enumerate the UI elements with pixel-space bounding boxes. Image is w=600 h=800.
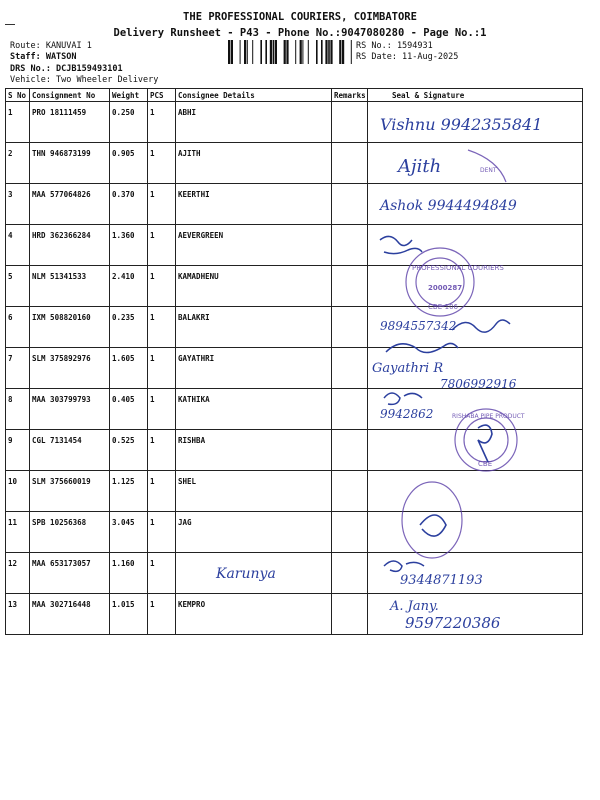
cell-pcs: 1 xyxy=(148,348,176,389)
cell-consignee: AEVERGREEN xyxy=(176,225,332,266)
cell-remarks xyxy=(332,102,368,143)
cell-consignee: RISHBA xyxy=(176,430,332,471)
cell-consignee xyxy=(176,553,332,594)
rs-date: RS Date: 11-Aug-2025 xyxy=(356,52,459,62)
cell-signature xyxy=(368,512,583,553)
barcode-bar xyxy=(228,40,230,64)
signature-row-8: 9942862 xyxy=(380,407,434,421)
signature-row-2: Ajith xyxy=(398,156,442,177)
cell-consignment: SLM 375892976 xyxy=(30,348,110,389)
cell-consignment: THN 946873199 xyxy=(30,143,110,184)
table-row xyxy=(6,225,583,266)
col-sno: S No xyxy=(6,89,30,102)
cell-sno: 6 xyxy=(6,307,30,348)
cell-consignee: AJITH xyxy=(176,143,332,184)
cell-consignee: KATHIKA xyxy=(176,389,332,430)
cell-consignee: KEERTHI xyxy=(176,184,332,225)
barcode-bar xyxy=(284,40,286,64)
cell-signature xyxy=(368,102,583,143)
cell-consignment: MAA 302716448 xyxy=(30,594,110,635)
cell-pcs: 1 xyxy=(148,184,176,225)
cell-consignment: MAA 577064826 xyxy=(30,184,110,225)
cell-pcs: 1 xyxy=(148,389,176,430)
cell-remarks xyxy=(332,512,368,553)
cell-pcs: 1 xyxy=(148,553,176,594)
runsheet-table xyxy=(5,88,583,635)
cell-remarks xyxy=(332,184,368,225)
cell-signature xyxy=(368,143,583,184)
table-row xyxy=(6,553,583,594)
cell-remarks xyxy=(332,225,368,266)
barcode-bar xyxy=(231,40,233,64)
cell-weight: 0.250 xyxy=(110,102,148,143)
signature-row-13b: 9597220386 xyxy=(405,614,501,632)
table-row xyxy=(6,102,583,143)
table-row xyxy=(6,307,583,348)
table-row xyxy=(6,430,583,471)
cell-consignment: MAA 303799793 xyxy=(30,389,110,430)
barcode-bar xyxy=(240,40,241,64)
route-label: Route: KANUVAI 1 xyxy=(10,41,92,51)
cell-consignment: SLM 375660019 xyxy=(30,471,110,512)
col-weight: Weight xyxy=(110,89,148,102)
barcode-bar xyxy=(328,40,330,64)
cell-remarks xyxy=(332,430,368,471)
cell-signature xyxy=(368,389,583,430)
cell-consignee: JAG xyxy=(176,512,332,553)
cell-sno: 7 xyxy=(6,348,30,389)
col-remarks: Remarks xyxy=(332,89,368,102)
cell-signature xyxy=(368,594,583,635)
cell-remarks xyxy=(332,594,368,635)
col-consignee: Consignee Details xyxy=(176,89,332,102)
cell-sno: 4 xyxy=(6,225,30,266)
cell-signature xyxy=(368,348,583,389)
runsheet-title: Delivery Runsheet - P43 - Phone No.:9047080280 - Page No.:1 xyxy=(113,27,487,39)
cell-sno: 3 xyxy=(6,184,30,225)
barcode-bar xyxy=(339,40,341,64)
cell-consignment: MAA 653173057 xyxy=(30,553,110,594)
stamp-r5-line1: PROFESSIONAL COURIERS xyxy=(412,264,504,272)
cell-sno: 9 xyxy=(6,430,30,471)
barcode-bar xyxy=(321,40,323,64)
barcode-bar xyxy=(252,40,253,64)
table-row xyxy=(6,594,583,635)
cell-pcs: 1 xyxy=(148,594,176,635)
cell-signature xyxy=(368,266,583,307)
cell-pcs: 1 xyxy=(148,430,176,471)
cell-weight: 0.405 xyxy=(110,389,148,430)
cell-consignment: CGL 7131454 xyxy=(30,430,110,471)
rs-number: RS No.: 1594931 xyxy=(356,41,433,51)
barcode-bar xyxy=(270,40,272,64)
signature-row-12b: 9344871193 xyxy=(400,573,483,588)
cell-consignment: SPB 10256368 xyxy=(30,512,110,553)
signature-row-1: Vishnu 9942355841 xyxy=(380,115,543,134)
cell-signature xyxy=(368,553,583,594)
stamp-r5-line2: CBE-106 xyxy=(428,303,458,311)
barcode-bar xyxy=(325,40,327,64)
cell-consignee: ABHI xyxy=(176,102,332,143)
cell-signature xyxy=(368,184,583,225)
cell-remarks xyxy=(332,266,368,307)
cell-signature xyxy=(368,225,583,266)
cell-pcs: 1 xyxy=(148,102,176,143)
company-name: THE PROFESSIONAL COURIERS, COIMBATORE xyxy=(183,11,417,23)
cell-consignee: KEMPRO xyxy=(176,594,332,635)
cell-weight: 1.360 xyxy=(110,225,148,266)
barcode-bar xyxy=(286,40,288,64)
header-dash xyxy=(5,24,15,25)
barcode-bar xyxy=(302,40,303,64)
table-row xyxy=(6,184,583,225)
cell-pcs: 1 xyxy=(148,512,176,553)
cell-consignee: KAMADHENU xyxy=(176,266,332,307)
cell-sno: 5 xyxy=(6,266,30,307)
cell-weight: 1.160 xyxy=(110,553,148,594)
cell-weight: 0.370 xyxy=(110,184,148,225)
cell-signature xyxy=(368,307,583,348)
barcode-bar xyxy=(273,40,275,64)
cell-weight: 1.125 xyxy=(110,471,148,512)
cell-sno: 1 xyxy=(6,102,30,143)
cell-pcs: 1 xyxy=(148,471,176,512)
barcode-bar xyxy=(330,40,332,64)
cell-weight: 3.045 xyxy=(110,512,148,553)
cell-consignment: PRO 18111459 xyxy=(30,102,110,143)
cell-sno: 2 xyxy=(6,143,30,184)
cell-sno: 13 xyxy=(6,594,30,635)
cell-consignee: SHEL xyxy=(176,471,332,512)
cell-weight: 0.905 xyxy=(110,143,148,184)
cell-signature xyxy=(368,471,583,512)
signature-row-7b: 7806992916 xyxy=(440,377,517,391)
col-consignment: Consignment No xyxy=(30,89,110,102)
cell-remarks xyxy=(332,471,368,512)
cell-remarks xyxy=(332,143,368,184)
cell-remarks xyxy=(332,553,368,594)
drs-number: DRS No.: DCJB159493101 xyxy=(10,64,123,74)
cell-weight: 0.525 xyxy=(110,430,148,471)
cell-remarks xyxy=(332,389,368,430)
cell-pcs: 1 xyxy=(148,143,176,184)
cell-weight: 0.235 xyxy=(110,307,148,348)
cell-consignee: GAYATHRI xyxy=(176,348,332,389)
barcode-bar xyxy=(265,40,267,64)
barcode xyxy=(228,40,352,64)
barcode-bar xyxy=(342,40,344,64)
stamp-r9-ring: RISHABA PIPE PRODUCT xyxy=(452,413,525,420)
signature-row-12a: Karunya xyxy=(216,566,276,582)
table-row xyxy=(6,471,583,512)
stamp-r5-center: 2000287 xyxy=(428,284,463,292)
cell-consignment: HRD 362366284 xyxy=(30,225,110,266)
table-header-row xyxy=(6,89,583,102)
table-row xyxy=(6,143,583,184)
cell-sno: 8 xyxy=(6,389,30,430)
barcode-bar xyxy=(295,40,296,64)
cell-sno: 12 xyxy=(6,553,30,594)
stamp-r2-fragment: DENT xyxy=(480,167,497,174)
cell-signature xyxy=(368,430,583,471)
barcode-bar xyxy=(300,40,302,64)
barcode-bar xyxy=(308,40,309,64)
barcode-bar xyxy=(247,40,248,64)
cell-consignee: BALAKRI xyxy=(176,307,332,348)
table-row xyxy=(6,512,583,553)
cell-sno: 11 xyxy=(6,512,30,553)
stamp-r9-bottom: CBE xyxy=(478,460,493,468)
barcode-bar xyxy=(244,40,246,64)
table-row xyxy=(6,266,583,307)
cell-consignment: NLM 51341533 xyxy=(30,266,110,307)
table-row xyxy=(6,348,583,389)
signature-row-7a: Gayathri R xyxy=(372,361,444,376)
cell-pcs: 1 xyxy=(148,225,176,266)
signature-row-6: 9894557342 xyxy=(380,319,457,333)
barcode-bar xyxy=(275,40,277,64)
barcode-bar xyxy=(260,40,262,64)
barcode-bar xyxy=(351,40,352,64)
signature-row-3: Ashok 9944494849 xyxy=(380,198,517,214)
staff-label: Staff: WATSON xyxy=(10,52,77,62)
cell-pcs: 1 xyxy=(148,307,176,348)
col-pcs: PCS xyxy=(148,89,176,102)
cell-weight: 1.015 xyxy=(110,594,148,635)
cell-remarks xyxy=(332,348,368,389)
col-signature: Seal & Signature xyxy=(368,89,583,102)
cell-weight: 1.605 xyxy=(110,348,148,389)
cell-pcs: 1 xyxy=(148,266,176,307)
signature-row-13a: A. Jany. xyxy=(390,599,439,614)
table-row xyxy=(6,389,583,430)
cell-sno: 10 xyxy=(6,471,30,512)
vehicle-label: Vehicle: Two Wheeler Delivery xyxy=(10,75,159,85)
cell-remarks xyxy=(332,307,368,348)
cell-weight: 2.410 xyxy=(110,266,148,307)
cell-consignment: IXM 508820160 xyxy=(30,307,110,348)
barcode-bar xyxy=(316,40,318,64)
